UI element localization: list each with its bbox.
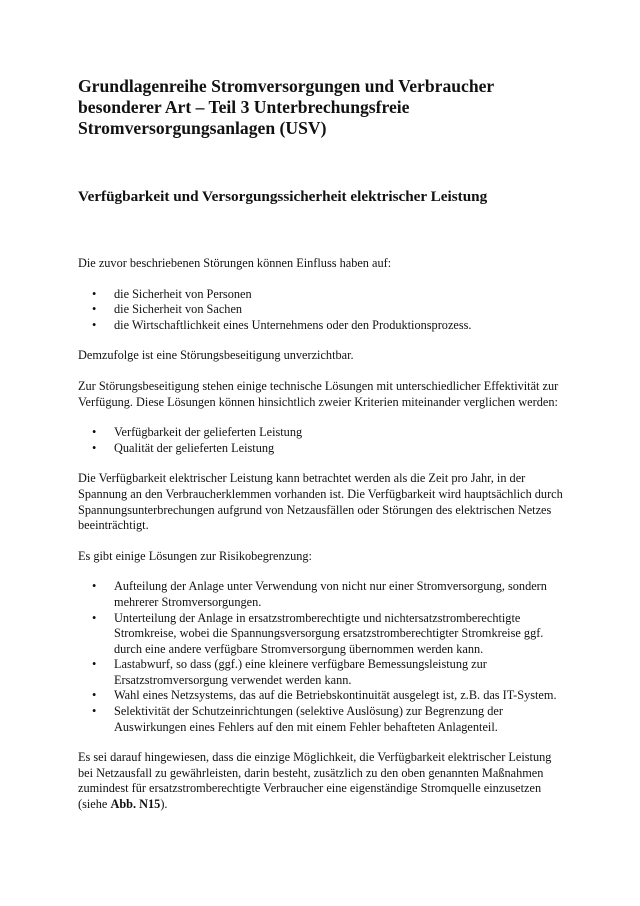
final-paragraph: Es sei darauf hingewiesen, dass die einzige Möglichkeit, die Verfügbarkeit elektrischer Leistung bei Netzausfall zu gewährleisten, darin besteht, zusätzlich zu den oben genannten Maßnahmen zumindest für ersatzstromberechtigte Verbraucher eine eigenständige Stromquelle einzusetzen (siehe Abb. N15). [78,750,552,812]
solutions-paragraph: Zur Störungsbeseitigung stehen einige technische Lösungen mit unterschiedlicher Effektivität zur Verfügung. Diese Lösungen können hinsichtlich zweier Kriterien miteinander verglichen werden: [78,378,559,409]
list-item: • Qualität der gelieferten Leistung [92,440,275,455]
document-title: Grundlagenreihe Stromversorgungen und Verbraucher besonderer Art – Teil 3 Unterbrechungsfreie Stromversorgungsanlagen (USV) [78,76,494,138]
bullet-icon: • [92,317,97,332]
list-item: • die Sicherheit von Personen [92,286,252,301]
criteria-list [78,425,564,456]
bullet-icon: • [92,425,97,440]
availability-paragraph: Die Verfügbarkeit elektrischer Leistung kann betrachtet werden als die Zeit pro Jahr, in der Spannung an den Verbraucherklemmen vorhanden ist. Die Verfügbarkeit wird hauptsächlich durch Spannungsunterbrechungen aufgrund von Netzausfällen oder Störungen des elektrischen Netzes beeinträchtigt. [78,471,563,533]
figure-reference: Abb. N15 [110,797,161,812]
section-heading: Verfügbarkeit und Versorgungssicherheit elektrischer Leistung [78,188,488,205]
list-item: • Aufteilung der Anlage unter Verwendung von nicht nur einer Stromversorgung, sondern mehrerer Stromversorgungen. [92,579,547,609]
bullet-icon: • [92,688,97,703]
list-item: • Lastabwurf, so dass (ggf.) eine kleinere verfügbare Bemessungsleistung zur Ersatzstromversorgung verwendet werden kann. [92,657,487,687]
impact-list [78,287,564,334]
bullet-icon: • [92,657,97,672]
risk-solutions-list [78,579,564,735]
list-item: • Verfügbarkeit der gelieferten Leistung [92,425,303,440]
bullet-icon: • [92,286,97,301]
list-item: • die Wirtschaftlichkeit eines Unternehmens oder den Produktionsprozess. [92,317,472,332]
bullet-icon: • [92,440,97,455]
consequence-paragraph: Demzufolge ist eine Störungsbeseitigung unverzichtbar. [78,348,354,363]
list-item: • Unterteilung der Anlage in ersatzstromberechtigte und nichtersatzstromberechtigte Stromkreise, wobei die Spannungsversorgung ersatzstromberechtigter Stromkreise ggf. durch eine andere verfügbare Stromversorgung übernommen werden kann. [92,610,544,656]
document-page [78,76,564,813]
bullet-icon: • [92,610,97,625]
bullet-icon: • [92,704,97,719]
bullet-icon: • [92,302,97,317]
risk-paragraph: Es gibt einige Lösungen zur Risikobegrenzung: [78,548,312,563]
list-item: • Selektivität der Schutzeinrichtungen (selektive Auslösung) zur Begrenzung der Auswirkungen eines Fehlers auf den mit einem Fehler behafteten Anlagenteil. [92,704,503,734]
bullet-icon: • [92,579,97,594]
intro-paragraph: Die zuvor beschriebenen Störungen können Einfluss haben auf: [78,256,392,270]
list-item: • Wahl eines Netzsystems, das auf die Betriebskontinuität ausgelegt ist, z.B. das IT-System. [92,688,557,703]
list-item: • die Sicherheit von Sachen [92,302,243,317]
